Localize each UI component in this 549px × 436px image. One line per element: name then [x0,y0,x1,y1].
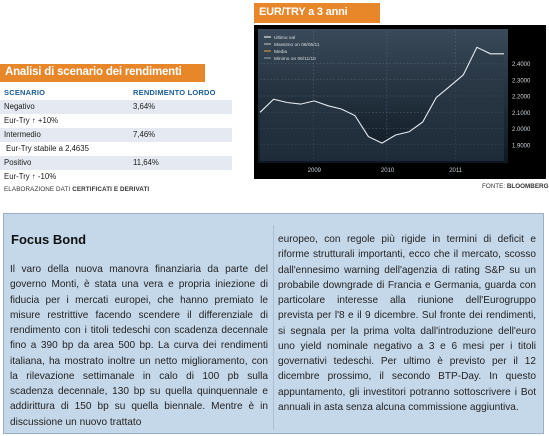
table-title: Analisi di scenario dei rendimenti [5,66,182,78]
table-row [0,156,232,170]
focus-title: Focus Bond [11,232,87,247]
legend-label: Media [274,50,288,55]
chart-svg [254,25,546,179]
row-note: Eur-Try stabile a 2,4635 [6,144,89,153]
chart-source [482,183,548,190]
chart-title: EUR/TRY a 3 anni [259,6,348,18]
legend-label: Minimo on 06/11/10 [274,57,316,62]
y-tick-label: 2.1000 [512,110,531,117]
table-source [4,186,149,193]
row-scenario: Negativo [4,102,35,111]
column-header-yield: RENDIMENTO LORDO [133,88,216,97]
column-header-scenario: SCENARIO [4,88,46,97]
table-row-note [0,114,232,128]
chart-title-bar [254,3,380,23]
row-yield: 7,46% [133,130,156,139]
source-name: BLOOMBERG [506,183,549,190]
x-tick-label: 2009 [307,168,322,174]
row-scenario: Intermedio [4,130,41,139]
y-tick-label: 1.9000 [512,143,531,150]
table-row-note [0,142,232,156]
x-tick-label: 2010 [380,168,395,174]
x-tick-labels [308,168,463,174]
row-scenario: Positivo [4,158,32,167]
legend-label: Ultimo val [274,36,296,41]
y-tick-labels [512,62,531,149]
row-yield: 11,64% [133,158,159,167]
column-divider [273,225,274,430]
source-prefix: FONTE: [482,183,506,190]
focus-left-column: Il varo della nuova manovra finanziaria da parte del governo Monti, è stata una vera e propria iniezione di fiducia per i mercati europei, che hanno premiato le misure restrittive facendo scendere il differenziale di rendimento con i titoli tedeschi con scadenza decennale fino a 390 bp da area 500 bp. La curva dei rendimenti italiana, ha mostrato inoltre un netto miglioramento, con la rilevazione settimanale in calo di 100 pb sulla scadenza decennale, 130 bp su quella quinquennale e addirittura di 150 bp su quella biennale. Mentre è in discussione un nuovo trattato [10,264,268,428]
table-title-bar [0,64,205,82]
y-tick-label: 2.4000 [512,62,531,68]
y-tick-label: 2.0000 [512,127,531,133]
eur-try-chart [254,25,546,179]
table-row [0,100,232,114]
table-row [0,128,232,142]
x-tick-label: 2011 [449,168,463,174]
row-note: Eur-Try ↑ -10% [4,172,57,181]
y-tick-label: 2.2000 [512,94,531,101]
y-tick-label: 2.3000 [512,78,531,85]
source-prefix: ELABORAZIONE DATI [4,186,71,193]
table-row-note [0,170,232,184]
source-name: CERTIFICATI E DERIVATI [72,186,150,193]
focus-right-column: europeo, con regole più rigide in termini di deficit e riforme strutturali importanti, ecco che il mercato, scosso dall'ennesimo warning dell'agenzia di rating S&P su un probabile downgrade di Francia e Germania, guarda con particolare interesse alla riunione dell'Eurogruppo prevista per l'8 e il 9 dicembre. Sul fronte dei rendimenti, si segnala per la prima volta dall'introduzione dell'euro uno yield nominale negativo a 3 e 6 mesi per i titoli governativi tedeschi. Per ultimo è previsto per il 12 dicembre prossimo, il secondo BTP-Day. In questo appuntamento, gli investitori potranno sottoscrivere i Bot annuali in asta senza alcuna commissione aggiuntiva. [278,234,536,413]
row-note: Eur-Try ↑ +10% [4,116,59,125]
row-yield: 3,64% [133,102,156,111]
legend-label: Massimo on 08/05/11 [274,43,320,48]
